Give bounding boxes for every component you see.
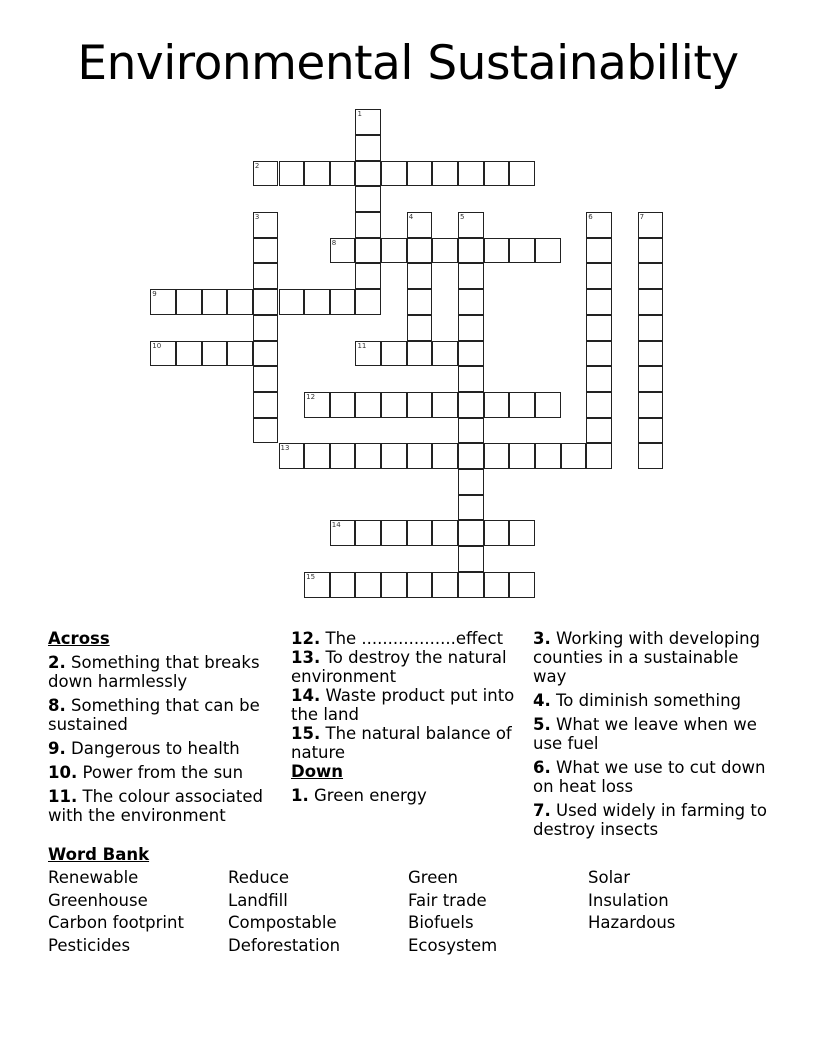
crossword-cell[interactable] <box>407 212 433 238</box>
clue-number: 13 <box>280 444 290 453</box>
crossword-cell[interactable] <box>279 289 305 315</box>
crossword-cell[interactable] <box>407 238 433 264</box>
across-heading: Across <box>48 629 110 648</box>
crossword-cell[interactable] <box>355 186 381 212</box>
crossword-cell[interactable] <box>253 212 279 238</box>
crossword-cell[interactable] <box>458 315 484 341</box>
crossword-cell[interactable] <box>458 418 484 444</box>
clue-number: 5 <box>460 213 465 222</box>
crossword-cell[interactable] <box>253 315 279 341</box>
crossword-cell[interactable] <box>202 289 228 315</box>
crossword-cell[interactable] <box>227 289 253 315</box>
crossword-cell[interactable] <box>458 263 484 289</box>
word-bank-item: Reduce <box>228 868 290 887</box>
crossword-cell[interactable] <box>407 263 433 289</box>
crossword-cell[interactable] <box>355 392 381 418</box>
crossword-cell[interactable] <box>458 289 484 315</box>
crossword-cell[interactable] <box>253 238 279 264</box>
crossword-cell[interactable] <box>638 418 664 444</box>
crossword-cell[interactable] <box>535 392 561 418</box>
crossword-cell[interactable] <box>586 418 612 444</box>
clue-number: 3 <box>254 213 260 222</box>
crossword-cell[interactable] <box>484 443 510 469</box>
crossword-cell[interactable] <box>150 289 176 315</box>
crossword-cell[interactable] <box>638 289 664 315</box>
crossword-cell[interactable] <box>484 238 510 264</box>
clue-number: 1 <box>357 110 362 119</box>
crossword-cell[interactable] <box>253 366 279 392</box>
crossword-cell[interactable] <box>509 161 535 187</box>
crossword-cell[interactable] <box>355 341 381 367</box>
crossword-cell[interactable] <box>355 520 381 546</box>
word-bank-item: Fair trade <box>408 890 487 910</box>
crossword-cell[interactable] <box>586 341 612 367</box>
crossword-cell[interactable] <box>458 212 484 238</box>
crossword-cell[interactable] <box>432 572 458 598</box>
clue-across-13: 13. To destroy the natural environment <box>291 648 507 686</box>
crossword-cell[interactable] <box>407 572 433 598</box>
crossword-cell[interactable] <box>407 315 433 341</box>
clue-number: 14 <box>331 521 341 530</box>
crossword-cell[interactable] <box>253 161 279 187</box>
crossword-cell[interactable] <box>407 341 433 367</box>
crossword-cell[interactable] <box>484 161 510 187</box>
crossword-cell[interactable] <box>304 161 330 187</box>
crossword-cell[interactable] <box>176 341 202 367</box>
clue-number: 11 <box>357 341 367 350</box>
crossword-cell[interactable] <box>355 238 381 264</box>
crossword-cell[interactable] <box>458 161 484 187</box>
crossword-cell[interactable] <box>586 366 612 392</box>
crossword-cell[interactable] <box>458 572 484 598</box>
crossword-cell[interactable] <box>253 289 279 315</box>
word-bank-item: Greenhouse <box>48 890 148 910</box>
crossword-cell[interactable] <box>432 238 458 264</box>
clue-down-7: 7. Used widely in farming to destroy insects <box>533 801 767 839</box>
clue-down-6: 6. What we use to cut down on heat loss <box>533 758 766 796</box>
crossword-cell[interactable] <box>330 520 356 546</box>
crossword-cell[interactable] <box>381 238 407 264</box>
clue-number: 10 <box>152 341 162 350</box>
crossword-cell[interactable] <box>407 161 433 187</box>
clue-across-15: 15. The natural balance of nature <box>291 724 512 762</box>
clue-across-11: 11. The colour associated with the environment <box>48 787 264 825</box>
crossword-cell[interactable] <box>381 443 407 469</box>
word-bank-list <box>48 867 768 958</box>
crossword-cell[interactable] <box>330 161 356 187</box>
crossword-cell[interactable] <box>561 443 587 469</box>
word-bank-item: Green <box>408 868 458 887</box>
word-bank-item: Pesticides <box>48 936 131 956</box>
clue-number: 9 <box>152 290 157 299</box>
crossword-cell[interactable] <box>330 443 356 469</box>
crossword-cell[interactable] <box>330 572 356 598</box>
crossword-cell[interactable] <box>638 366 664 392</box>
crossword-cell[interactable] <box>330 238 356 264</box>
clue-number: 6 <box>588 213 593 222</box>
crossword-cell[interactable] <box>638 263 664 289</box>
crossword-cell[interactable] <box>484 572 510 598</box>
crossword-cell[interactable] <box>253 341 279 367</box>
crossword-cell[interactable] <box>458 546 484 572</box>
crossword-cell[interactable] <box>253 418 279 444</box>
word-bank-item: Insulation <box>588 890 669 910</box>
clue-down-1: 1. Green energy <box>291 786 427 805</box>
word-bank-heading: Word Bank <box>48 845 150 864</box>
crossword-cell[interactable] <box>355 135 381 161</box>
crossword-cell[interactable] <box>586 238 612 264</box>
crossword-cell[interactable] <box>509 238 535 264</box>
crossword-cell[interactable] <box>330 392 356 418</box>
crossword-cell[interactable] <box>253 392 279 418</box>
clue-across-8: 8. Something that can be sustained <box>48 696 260 734</box>
crossword-cell[interactable] <box>458 469 484 495</box>
word-bank <box>48 845 768 958</box>
crossword-cell[interactable] <box>304 443 330 469</box>
crossword-cell[interactable] <box>355 212 381 238</box>
crossword-cell[interactable] <box>355 572 381 598</box>
crossword-cell[interactable] <box>638 315 664 341</box>
crossword-cell[interactable] <box>535 443 561 469</box>
clue-down-5: 5. What we leave when we use fuel <box>533 715 757 753</box>
clue-number: 7 <box>639 213 645 222</box>
crossword-cell[interactable] <box>407 520 433 546</box>
word-bank-item: Biofuels <box>408 913 474 933</box>
crossword-cell[interactable] <box>279 161 305 187</box>
word-bank-item: Solar <box>588 868 631 887</box>
clue-across-14: 14. Waste product put into the land <box>291 686 515 724</box>
crossword-cell[interactable] <box>407 443 433 469</box>
clue-across-12: 12. The ..................effect <box>291 629 504 648</box>
crossword-cell[interactable] <box>355 109 381 135</box>
crossword-cell[interactable] <box>432 161 458 187</box>
crossword-cell[interactable] <box>638 392 664 418</box>
clue-down-3: 3. Working with developing counties in a sustainable way <box>533 629 761 686</box>
crossword-cell[interactable] <box>586 392 612 418</box>
word-bank-item: Ecosystem <box>408 936 498 956</box>
clue-number: 8 <box>331 238 337 247</box>
crossword-cell[interactable] <box>586 315 612 341</box>
clue-number: 4 <box>408 213 414 222</box>
crossword-cell[interactable] <box>304 289 330 315</box>
crossword-cell[interactable] <box>484 392 510 418</box>
crossword-cell[interactable] <box>509 572 535 598</box>
clue-across-9: 9. Dangerous to health <box>48 739 240 758</box>
clue-number: 2 <box>254 161 260 170</box>
crossword-cell[interactable] <box>638 443 664 469</box>
crossword-cell[interactable] <box>458 341 484 367</box>
crossword-cell[interactable] <box>279 443 305 469</box>
clue-number: 15 <box>306 572 316 581</box>
word-bank-item: Hazardous <box>588 913 676 933</box>
crossword-cell[interactable] <box>509 392 535 418</box>
crossword-cell[interactable] <box>432 341 458 367</box>
crossword-cell[interactable] <box>638 212 664 238</box>
crossword-cell[interactable] <box>355 263 381 289</box>
crossword-cell[interactable] <box>381 520 407 546</box>
word-bank-item: Landfill <box>228 890 288 910</box>
clues-column-1 <box>48 629 280 830</box>
crossword-cell[interactable] <box>381 392 407 418</box>
crossword-cell[interactable] <box>458 520 484 546</box>
crossword-cell[interactable] <box>432 392 458 418</box>
crossword-cell[interactable] <box>484 520 510 546</box>
crossword-cell[interactable] <box>586 289 612 315</box>
crossword-cell[interactable] <box>535 238 561 264</box>
crossword-cell[interactable] <box>176 289 202 315</box>
crossword-cell[interactable] <box>355 289 381 315</box>
word-bank-item: Renewable <box>48 868 139 887</box>
crossword-cell[interactable] <box>638 341 664 367</box>
crossword-cell[interactable] <box>381 161 407 187</box>
crossword-cell[interactable] <box>458 366 484 392</box>
crossword-cell[interactable] <box>355 443 381 469</box>
clue-number: 12 <box>306 392 316 401</box>
crossword-cell[interactable] <box>381 341 407 367</box>
crossword-cell[interactable] <box>330 289 356 315</box>
clues-column-2 <box>291 629 523 810</box>
crossword-cell[interactable] <box>586 212 612 238</box>
crossword-cell[interactable] <box>458 238 484 264</box>
crossword-cell[interactable] <box>458 443 484 469</box>
clue-across-2: 2. Something that breaks down harmlessly <box>48 653 260 691</box>
crossword-cell[interactable] <box>150 341 176 367</box>
crossword-cell[interactable] <box>638 238 664 264</box>
clue-down-4: 4. To diminish something <box>533 691 742 710</box>
crossword-cell[interactable] <box>432 520 458 546</box>
crossword-cell[interactable] <box>458 392 484 418</box>
crossword-cell[interactable] <box>304 572 330 598</box>
crossword-cell[interactable] <box>253 263 279 289</box>
crossword-cell[interactable] <box>509 520 535 546</box>
crossword-cell[interactable] <box>458 495 484 521</box>
word-bank-item: Carbon footprint <box>48 913 184 933</box>
crossword-cell[interactable] <box>202 341 228 367</box>
crossword-cell[interactable] <box>432 443 458 469</box>
crossword-cell[interactable] <box>355 161 381 187</box>
crossword-cell[interactable] <box>407 289 433 315</box>
clue-across-10: 10. Power from the sun <box>48 763 244 782</box>
down-heading: Down <box>291 762 344 781</box>
crossword-cell[interactable] <box>509 443 535 469</box>
crossword-cell[interactable] <box>381 572 407 598</box>
crossword-cell[interactable] <box>407 392 433 418</box>
crossword-cell[interactable] <box>586 263 612 289</box>
word-bank-item: Compostable <box>228 913 337 933</box>
crossword-cell[interactable] <box>227 341 253 367</box>
page-title: Environmental Sustainability <box>77 36 739 91</box>
word-bank-item: Deforestation <box>228 936 341 956</box>
crossword-cell[interactable] <box>304 392 330 418</box>
crossword-cell[interactable] <box>586 443 612 469</box>
clues-column-3 <box>533 629 769 844</box>
